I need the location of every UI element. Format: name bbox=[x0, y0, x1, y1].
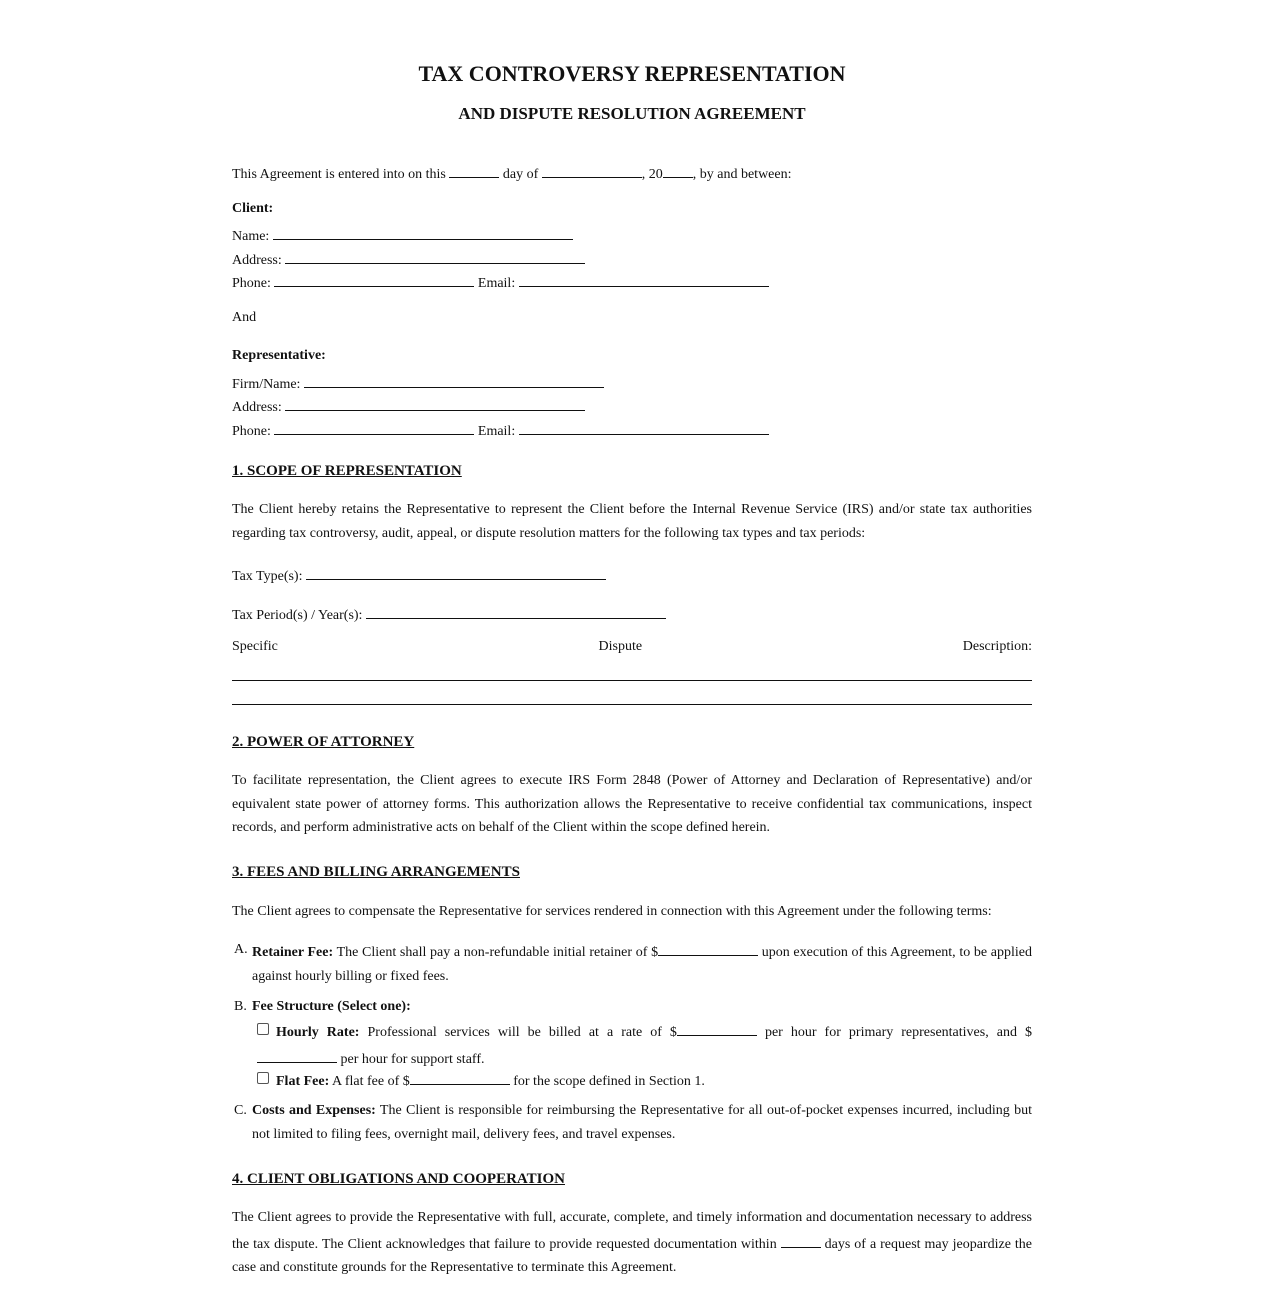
hourly-rate-text-3: per hour for support staff. bbox=[340, 1051, 485, 1067]
retainer-fee-text-2: upon execution of this Agreement, to be applied against hourly billing or fixed fees. bbox=[252, 945, 1032, 984]
costs-expenses-title: Costs and Expenses: bbox=[252, 1103, 376, 1118]
flat-fee-text-2: for the scope defined in Section 1. bbox=[513, 1074, 705, 1089]
rep-phone-row bbox=[232, 417, 769, 442]
rep-firm-field[interactable] bbox=[304, 370, 604, 388]
section2-heading: 2. POWER OF ATTORNEY bbox=[232, 734, 415, 750]
intro-line bbox=[232, 160, 792, 185]
and-text: And bbox=[232, 310, 257, 325]
intro-text-1: This Agreement is entered into on this bbox=[232, 167, 446, 182]
document-title: TAX CONTROVERSY REPRESENTATION bbox=[418, 61, 846, 86]
description-line-2[interactable] bbox=[232, 704, 1032, 705]
flat-fee-option bbox=[257, 1067, 705, 1092]
tax-period-label: Tax Period(s) / Year(s): bbox=[232, 608, 363, 623]
section2-paragraph: To facilitate representation, the Client agrees to execute IRS Form 2848 (Power of Attorney and Declaration of Representative) and/or equivalent state power of attorney forms. This authorization allows the Representative to receive confidential tax communications, inspect records, and perform administrative acts on behalf of the Client within the scope defined herein. bbox=[232, 773, 1032, 835]
rep-address-field[interactable] bbox=[285, 393, 585, 411]
hourly-rate-option bbox=[232, 1018, 1032, 1071]
section3-heading: 3. FEES AND BILLING ARRANGEMENTS bbox=[232, 864, 520, 880]
tax-type-field[interactable] bbox=[306, 562, 606, 580]
item-c-label: C. bbox=[234, 1103, 247, 1118]
rep-email-label: Email: bbox=[477, 424, 516, 439]
flat-fee-field[interactable] bbox=[410, 1067, 510, 1085]
client-email-label: Email: bbox=[477, 276, 516, 291]
client-address-field[interactable] bbox=[285, 246, 585, 264]
section4-text-1: The Client agrees to provide the Representative with full, accurate, complete, and timely information and documentation necessary to address the tax dispute. The Client acknowledges that failure to provide requested documentation within bbox=[232, 1210, 1032, 1252]
rep-firm-label: Firm/Name: bbox=[232, 377, 301, 392]
retainer-fee-text-1: The Client shall pay a non-refundable initial retainer of $ bbox=[336, 945, 659, 960]
hourly-rate-checkbox[interactable] bbox=[257, 1023, 269, 1035]
section4-paragraph bbox=[232, 1206, 1032, 1280]
flat-fee-checkbox[interactable] bbox=[257, 1072, 269, 1084]
costs-expenses-item bbox=[232, 1099, 1032, 1146]
client-phone-field[interactable] bbox=[274, 269, 474, 287]
retainer-amount-field[interactable] bbox=[658, 938, 758, 956]
flat-fee-text-1: A flat fee of $ bbox=[331, 1074, 410, 1089]
item-b-label: B. bbox=[234, 999, 247, 1014]
desc-word-1: Specific bbox=[232, 639, 278, 654]
section3-intro: The Client agrees to compensate the Representative for services rendered in connection with this Agreement under the following terms: bbox=[232, 904, 992, 919]
flat-fee-title: Flat Fee: bbox=[276, 1074, 330, 1089]
tax-period-row bbox=[232, 601, 666, 626]
retainer-fee-item bbox=[232, 938, 1032, 988]
tax-type-row bbox=[232, 562, 606, 587]
description-line-1[interactable] bbox=[232, 680, 1032, 681]
client-name-row bbox=[232, 222, 573, 247]
client-heading: Client: bbox=[232, 201, 274, 216]
tax-period-field[interactable] bbox=[366, 601, 666, 619]
primary-rate-field[interactable] bbox=[677, 1018, 757, 1036]
document-subtitle: AND DISPUTE RESOLUTION AGREEMENT bbox=[458, 104, 806, 123]
intro-text-4: , by and between: bbox=[692, 167, 792, 182]
fee-structure-title: Fee Structure (Select one): bbox=[252, 999, 411, 1014]
dispute-description-label bbox=[232, 639, 1032, 655]
section4-text-2: days of a request may jeopardize the case and constitute grounds for the Representative to terminate this Agreement. bbox=[232, 1236, 1032, 1275]
hourly-rate-text-1: Professional services will be billed at a rate of $ bbox=[367, 1025, 677, 1040]
section1-paragraph: The Client hereby retains the Representative to represent the Client before the Internal Revenue Service (IRS) and/or state tax authorities regarding tax controversy, audit, appeal, or dispute resolution matters for the following tax types and tax periods: bbox=[232, 502, 1032, 541]
client-email-field[interactable] bbox=[519, 269, 769, 287]
item-a-label: A. bbox=[234, 942, 248, 957]
support-rate-field[interactable] bbox=[257, 1045, 337, 1063]
rep-address-label: Address: bbox=[232, 400, 282, 415]
intro-text-3: , 20 bbox=[641, 167, 663, 182]
day-blank[interactable] bbox=[449, 160, 499, 178]
section4-heading: 4. CLIENT OBLIGATIONS AND COOPERATION bbox=[232, 1171, 565, 1187]
client-address-row bbox=[232, 246, 585, 271]
rep-phone-field[interactable] bbox=[274, 417, 474, 435]
year-blank[interactable] bbox=[663, 160, 693, 178]
desc-word-2: Dispute bbox=[598, 639, 643, 654]
rep-email-field[interactable] bbox=[519, 417, 769, 435]
client-phone-row bbox=[232, 269, 769, 294]
rep-phone-label: Phone: bbox=[232, 424, 271, 439]
month-blank[interactable] bbox=[542, 160, 642, 178]
fee-structure-item bbox=[232, 995, 1032, 1019]
days-field[interactable] bbox=[781, 1230, 821, 1248]
representative-heading: Representative: bbox=[232, 348, 326, 363]
hourly-rate-title: Hourly Rate: bbox=[276, 1025, 360, 1040]
client-name-field[interactable] bbox=[273, 222, 573, 240]
section1-heading: 1. SCOPE OF REPRESENTATION bbox=[232, 463, 462, 479]
rep-firm-row bbox=[232, 370, 604, 395]
costs-expenses-text: The Client is responsible for reimbursing the Representative for all out-of-pocket expenses incurred, including but not limited to filing fees, overnight mail, delivery fees, and travel expenses. bbox=[252, 1103, 1033, 1142]
desc-word-3: Description: bbox=[962, 639, 1032, 654]
intro-text-2: day of bbox=[502, 167, 539, 182]
hourly-rate-text-2: per hour for primary representatives, and $ bbox=[764, 1025, 1032, 1040]
tax-type-label: Tax Type(s): bbox=[232, 569, 303, 584]
client-name-label: Name: bbox=[232, 229, 270, 244]
retainer-fee-title: Retainer Fee: bbox=[252, 945, 334, 960]
rep-address-row bbox=[232, 393, 585, 418]
client-address-label: Address: bbox=[232, 253, 282, 268]
client-phone-label: Phone: bbox=[232, 276, 271, 291]
